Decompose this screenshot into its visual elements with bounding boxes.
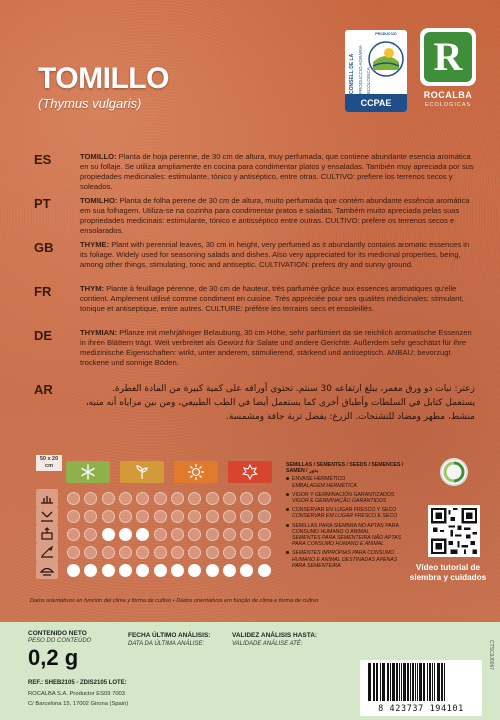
lang-text: TOMILHO: Planta de folha perene de 30 cm de altura, muito perfumada que contém abundante essência aromática em sua folhagem. Utiliza-se na cozinha para condimentar pratos e saladas. Também muito apreciada pelas suas propriedades medicinais: estimulante, tónico e antisséptico entre outras. CULTIVO: prefere os terrenos secos e ensolarados.	[80, 196, 470, 235]
qr-code-icon	[431, 508, 477, 554]
lang-code: PT	[34, 196, 51, 211]
calendar-month-dot	[258, 546, 271, 559]
barcode-bars	[360, 660, 482, 704]
calendar-month-dot	[67, 510, 80, 523]
scientific-name: (Thymus vulgaris)	[38, 96, 142, 111]
lang-code: AR	[34, 382, 53, 397]
lang-text: THYME: Plant with perennial leaves, 30 cm in height, very perfumed as it abundantly contains aromatic essences in its foliage. Widely used for seasoning salads and dishes. Also very appreciated for its medicinal properties, being, among other things, stimulating, tonic and antiseptic. CULTIVATION: prefers dry and sunny ground.	[80, 240, 470, 269]
calendar-month-dot	[67, 492, 80, 505]
calendar-month-dot	[206, 564, 219, 577]
calendar-month-dot	[102, 546, 115, 559]
calendar-month-dot	[171, 528, 184, 541]
calendar-month-dot	[154, 510, 167, 523]
net-content-label: CONTENIDO NETO	[28, 630, 87, 637]
footnote: Datos orientativos en función del clima y forma de cultivo • Dados orientativos em função de clima e forma de cultivo	[30, 598, 319, 604]
calendar-month-dot	[188, 492, 201, 505]
sowing-calendar	[36, 455, 276, 585]
organic-certification-badge	[345, 30, 407, 112]
lang-code: GB	[34, 240, 54, 255]
calendar-month-dot	[171, 492, 184, 505]
calendar-month-dot	[171, 564, 184, 577]
calendar-month-dot	[119, 492, 132, 505]
calendar-month-dot	[102, 492, 115, 505]
direct-sowing-icon	[36, 507, 58, 525]
brand-logo-box	[420, 28, 476, 86]
calendar-month-dot	[206, 546, 219, 559]
product-info-panel	[0, 622, 500, 720]
calendar-row-5	[66, 562, 272, 578]
calendar-month-dot	[84, 492, 97, 505]
lang-text-arabic: زعتر: نبات ذو ورق معمر، يبلغ ارتفاعه 30 سنتم. تحتوي أوراقه على كمية كبيرة من المادة العطرة. يستعمل كتابل في السلطات وأطباق أخرى كما يستعمل أيضا في الطب الطبيعي، ومن بين مزاياه أنه منبه، منشط، مطهر ومضاد للتشنجات. الزرع: يفضل تربة جافة ومشمسة.	[85, 384, 475, 422]
seedbed-sowing-icon	[36, 489, 58, 507]
last-analysis-label: FECHA ÚLTIMO ANÁLISIS:	[128, 632, 211, 639]
net-weight: 0,2 g	[28, 645, 79, 670]
leaf-icon	[242, 464, 258, 480]
seed-legend	[286, 462, 404, 572]
calendar-month-dot	[84, 510, 97, 523]
calendar-month-dot	[136, 564, 149, 577]
calendar-month-dot	[84, 528, 97, 541]
calendar-month-dot	[136, 492, 149, 505]
legend-item: ENVASE HERMÉTICO EMBALAGEM HERMÉTICA	[286, 476, 404, 488]
lang-text: THYM: Plante à feuillage pérenne, de 30 cm de hauteur, très parfumée grâce aux essences aromatiques qu'elle contient. Amplement utilisé comme condiment en cuisine. Très appréciée pour ses qualités médicinales: stimulant, tonique et antiseptique, entre autres. CULTURE: préfère les terrains secs et ensoleillés.	[80, 284, 464, 313]
badge-code: CCPAE	[345, 94, 407, 112]
calendar-row-4	[66, 544, 272, 560]
calendar-month-dot	[240, 510, 253, 523]
season-spring	[120, 461, 164, 483]
legend-item: CONSERVAR EN LUGAR FRESCO Y SECO CONSERVAR EM LUGAR FRESCO E SECO	[286, 507, 404, 519]
calendar-month-dot	[154, 546, 167, 559]
calendar-month-dot	[102, 528, 115, 541]
calendar-month-dot	[258, 528, 271, 541]
calendar-month-dot	[240, 492, 253, 505]
calendar-month-dot	[206, 492, 219, 505]
brand-logo	[412, 28, 484, 114]
calendar-month-dot	[119, 546, 132, 559]
season-autumn	[228, 461, 272, 483]
calendar-month-dot	[223, 510, 236, 523]
calendar-month-dot	[240, 564, 253, 577]
calendar-month-dot	[67, 564, 80, 577]
lang-code: ES	[34, 152, 52, 167]
calendar-month-dot	[67, 528, 80, 541]
calendar-month-dot	[136, 510, 149, 523]
brand-tagline: ECOLOGICAS	[424, 102, 472, 108]
legend-header: SEMILLAS / SEMENTES / SEEDS / SEMENCES / SAMEN / بذور	[286, 462, 404, 475]
barcode-digits: 8 423737 194101	[378, 704, 464, 714]
calendar-row-2	[66, 508, 272, 524]
calendar-month-dot	[223, 564, 236, 577]
calendar-month-dot	[258, 510, 271, 523]
calendar-month-dot	[223, 546, 236, 559]
badge-vertical-label: CONSELL DE LA	[349, 53, 355, 94]
calendar-month-dot	[206, 528, 219, 541]
net-content-label-alt: PESO DO CONTEÚDO	[28, 638, 92, 644]
calendar-month-dot	[136, 546, 149, 559]
calendar-month-dot	[240, 546, 253, 559]
calendar-month-dot	[84, 564, 97, 577]
calendar-row-3	[66, 526, 272, 542]
calendar-month-dot	[188, 528, 201, 541]
calendar-month-dot	[188, 546, 201, 559]
brand-letter: R	[424, 32, 472, 82]
planting-icon	[36, 543, 58, 561]
season-summer	[174, 461, 218, 483]
video-tutorial-qr-code[interactable]	[428, 505, 480, 557]
calendar-month-dot	[258, 492, 271, 505]
calendar-month-dot	[119, 510, 132, 523]
calendar-row-1	[66, 490, 272, 506]
calendar-month-dot	[171, 510, 184, 523]
last-analysis-label-alt: DATA DA ÚLTIMA ANÁLISE:	[128, 641, 205, 647]
harvest-icon	[36, 561, 58, 579]
calendar-month-dot	[188, 510, 201, 523]
calendar-month-dot	[154, 492, 167, 505]
calendar-month-dot	[240, 528, 253, 541]
snowflake-icon	[80, 464, 96, 480]
calendar-month-dot	[154, 528, 167, 541]
calendar-month-dot	[154, 564, 167, 577]
product-title: TOMILLO	[38, 62, 169, 95]
calendar-month-dot	[67, 546, 80, 559]
calendar-month-dot	[119, 564, 132, 577]
badge-top-label: PRODUCCIÓ	[375, 32, 397, 36]
analysis-validity-label: VALIDEZ ANÁLISIS HASTA:	[232, 632, 318, 639]
calendar-month-dot	[223, 492, 236, 505]
ean-barcode	[360, 660, 482, 716]
calendar-month-dot	[102, 564, 115, 577]
legend-item: SEMILLAS PARA SIEMBRA NO APTAS PARA CONSUMO HUMANO O ANIMAL SEMENTES PARA SEMENTEIRA NÃO APTAS PARA CONSUMO HUMANO E ANIMAL	[286, 523, 404, 548]
legend-item: SEMENTES IMPRÓPIAS PARA CONSUMO HUMANO E ANIMAL DESTINADAS APENAS PARA SEMENTEIRA	[286, 550, 404, 569]
legend-item: VIGOR Y GERMINACIÓN GARANTIZADOS VIGOR E GERMINAÇÃO GARANTIDOS	[286, 492, 404, 504]
calendar-month-dot	[206, 510, 219, 523]
calendar-month-dot	[119, 528, 132, 541]
sun-icon	[188, 464, 204, 480]
reference-lot: REF.: SHEB2105 - ZDIS2105 LOTE:	[28, 680, 127, 686]
calendar-month-dot	[136, 528, 149, 541]
transplant-icon	[36, 525, 58, 543]
green-dot-recycle-icon	[440, 458, 468, 486]
calendar-month-dot	[188, 564, 201, 577]
brand-name: ROCALBA	[423, 90, 473, 100]
season-winter	[66, 461, 110, 483]
organic-leaf-icon	[367, 40, 405, 78]
plant-spacing: 50 x 20 cm	[36, 455, 62, 471]
analysis-validity-label-alt: VALIDADE ANÁLISE ATÉ:	[232, 641, 303, 647]
calendar-month-dot	[258, 564, 271, 577]
lang-code: DE	[34, 328, 53, 343]
calendar-month-dot	[102, 510, 115, 523]
calendar-month-dot	[171, 546, 184, 559]
calendar-month-dot	[84, 546, 97, 559]
side-code: CTSC9J0067	[488, 640, 494, 671]
calendar-month-dot	[223, 528, 236, 541]
company-address: C/ Barcelona 15, 17002 Girona (Spain)	[28, 701, 129, 707]
lang-text: THYMIAN: Pflanze mit mehrjähriger Belaubung, 30 cm Höhe, sehr parfümiert da sie reichlich aromatische Essenzen in ihren Blättern trägt. Weit verbreitet als Gewürz für Salate und andere Gerichte. Außerdem sehr geschätzt für ihre medizinische Eigenschaften: wirkt, unter anderem, stimulierend, stärkend und antiseptisch. ANBAU: bevorzugt trockene und sonnige Böden.	[80, 328, 472, 367]
lang-text: TOMILLO: Planta de hoja perenne, de 30 cm de altura, muy perfumada, que contiene abundante esencia aromática en su follaje. Se utiliza ampliamente en cocina para condimentar platos y ensaladas. También muy apreciada por sus propiedades medicinales: estimulante, tónico y antiséptico, entre otras. CULTIVO: prefiere los terrenos secos y soleados.	[80, 152, 474, 191]
badge-vertical-label-2: PRODUCCIÓ AGRÀRIA ECOLÒGICA	[358, 45, 371, 94]
video-tutorial-caption: Vídeo tutorial de siembra y cuidados	[409, 563, 487, 582]
lang-code: FR	[34, 284, 52, 299]
sprout-icon	[134, 464, 150, 480]
company-info: ROCALBA S.A. Productor ES09 7003	[28, 691, 125, 697]
